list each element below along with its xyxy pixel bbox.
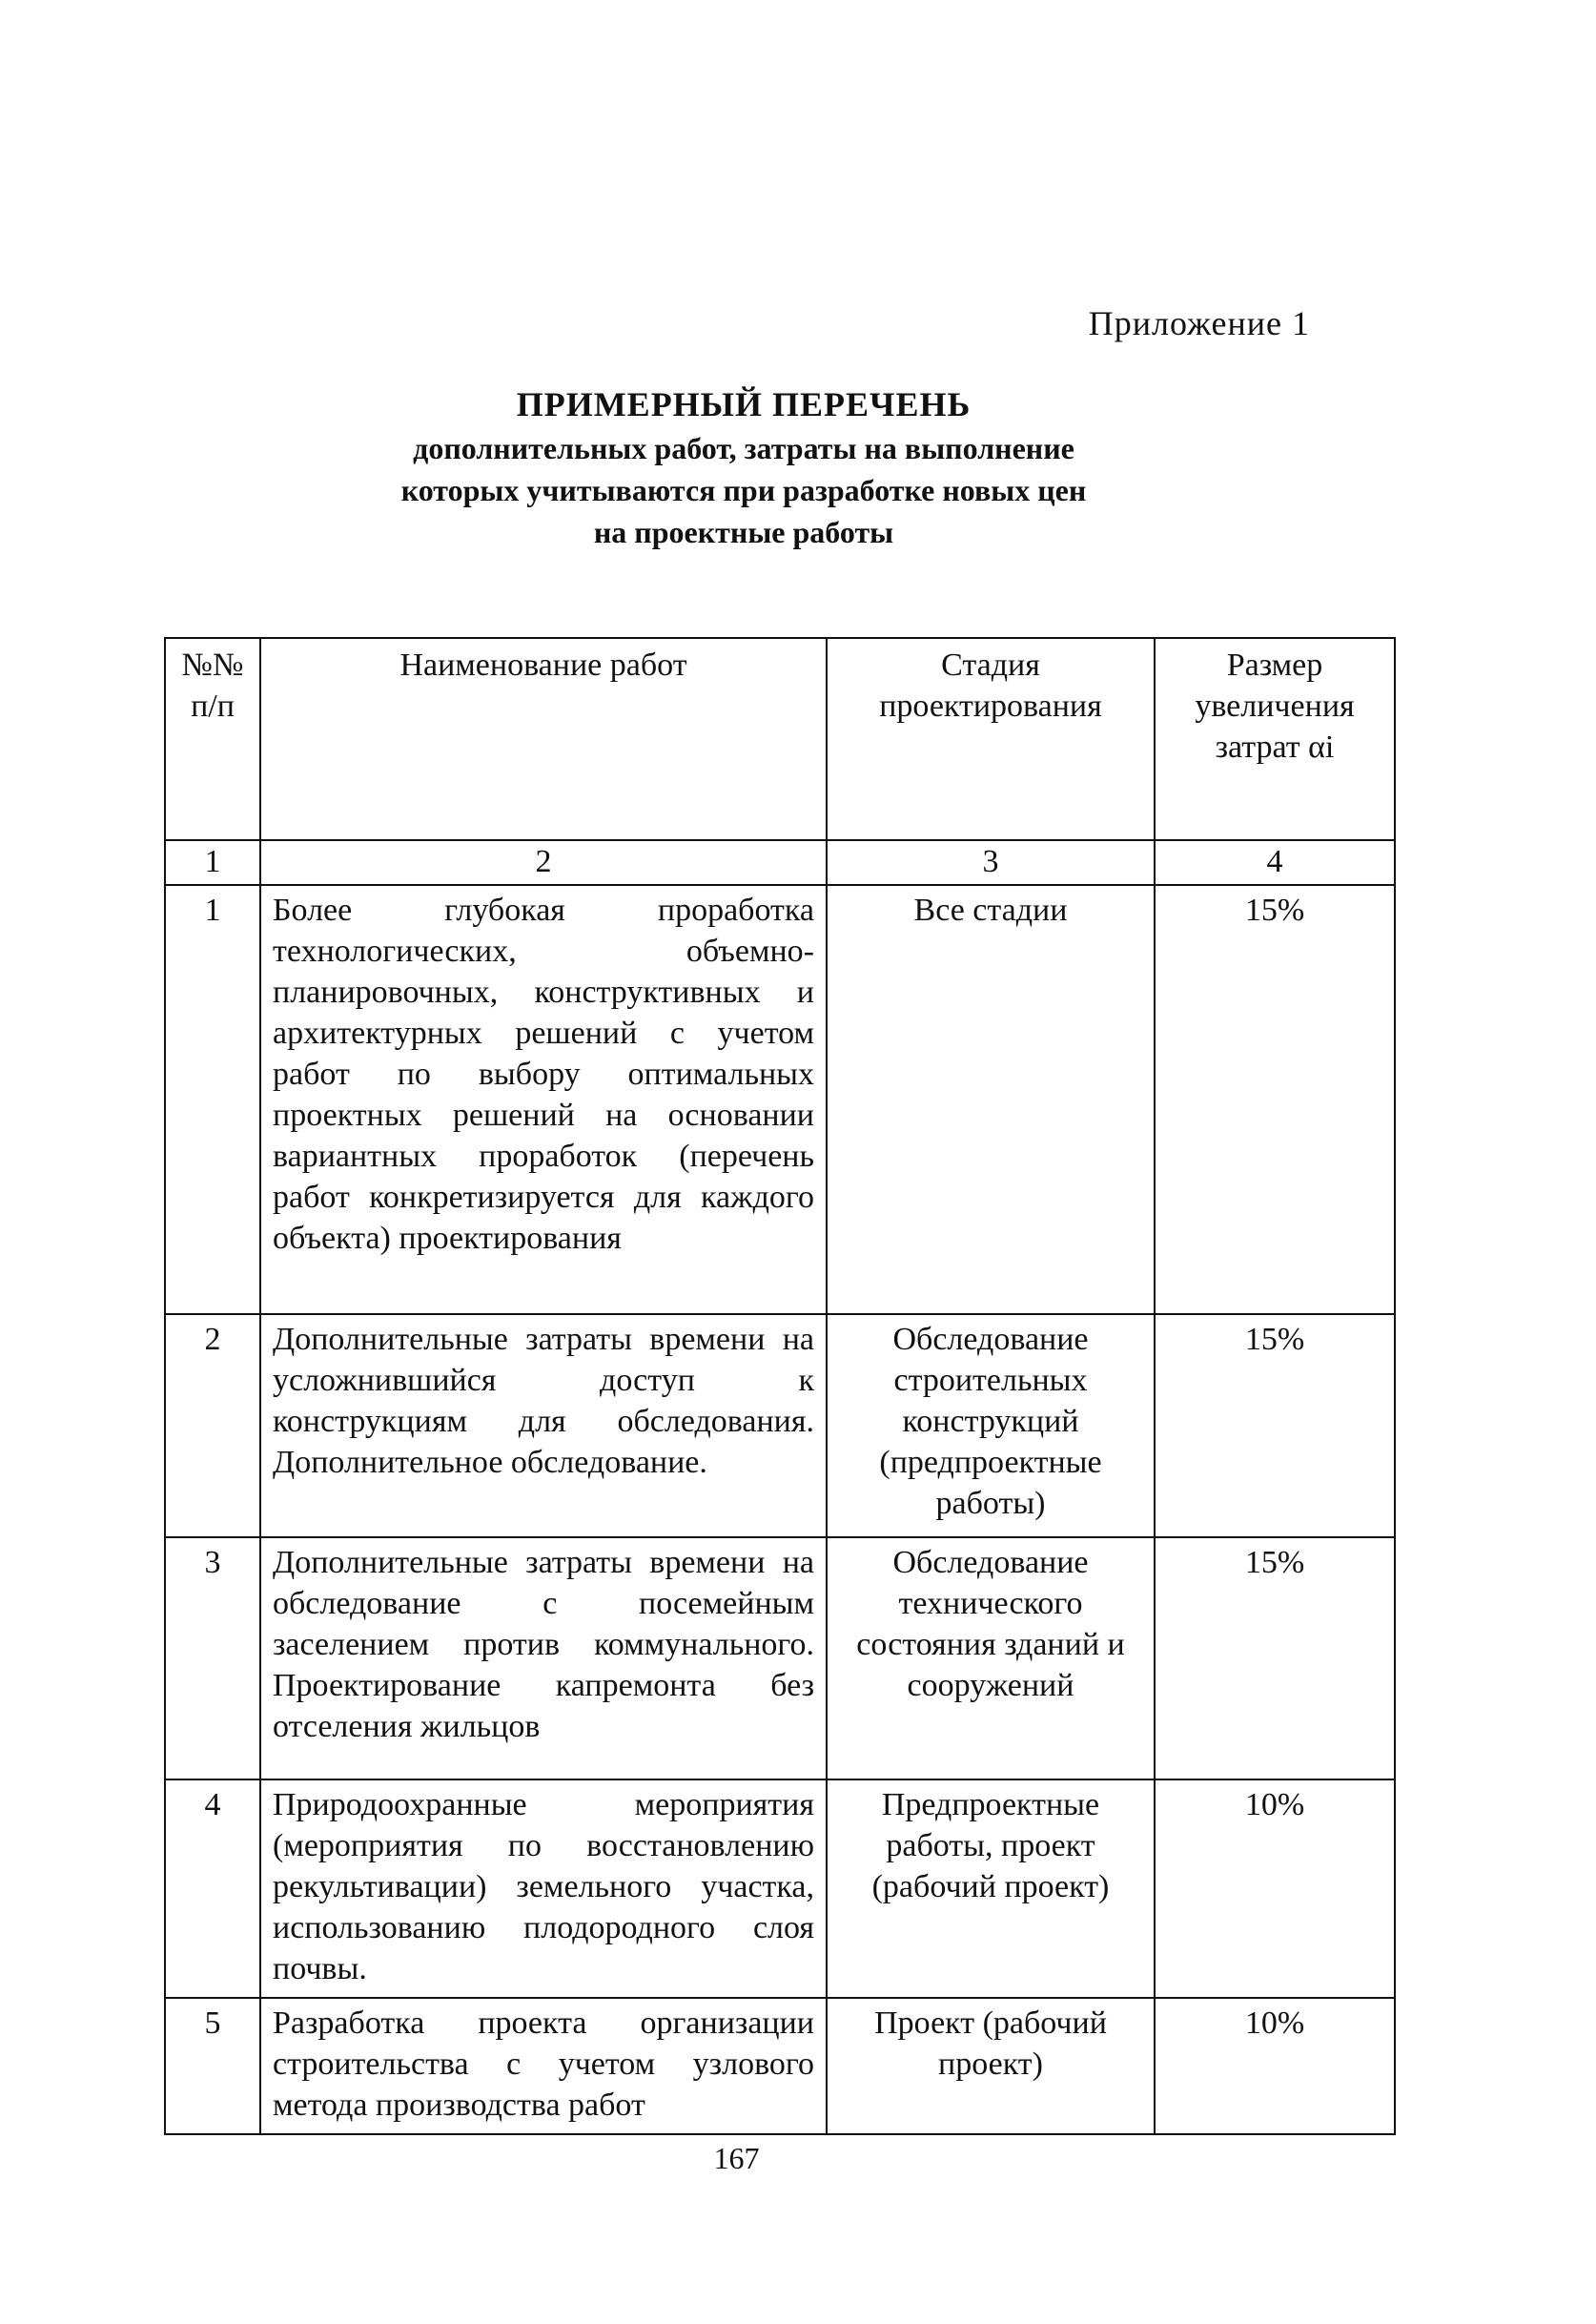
title-main: ПРИМЕРНЫЙ ПЕРЕЧЕНЬ xyxy=(516,385,972,423)
header-cost-increase: Размер увеличения затрат αi xyxy=(1155,638,1395,840)
design-stage: Предпроектные работы, проект (рабочий проект) xyxy=(827,1779,1155,1998)
header-design-stage: Стадия проектирования xyxy=(827,638,1155,840)
table-row xyxy=(165,1998,1395,2134)
title-subtitle-line-2: которых учитываются при разработке новых цен xyxy=(400,473,1087,507)
works-table xyxy=(164,637,1396,2135)
column-number: 2 xyxy=(260,840,827,885)
row-number: 2 xyxy=(165,1314,260,1537)
work-name: Дополнительные затраты времени на обследование с посемейным заселением против коммунального. Проектирование капремонта без отселения жильцов xyxy=(260,1537,827,1779)
cost-increase: 10% xyxy=(1155,1998,1395,2134)
page-number: 167 xyxy=(713,2141,760,2175)
design-stage: Обследование строительных конструкций (предпроектные работы) xyxy=(827,1314,1155,1537)
work-name: Дополнительные затраты времени на усложнившийся доступ к конструкциям для обследования. Дополнительное обследование. xyxy=(260,1314,827,1537)
column-number: 4 xyxy=(1155,840,1395,885)
document-title xyxy=(286,381,1201,553)
table-row xyxy=(165,1314,1395,1537)
row-number: 3 xyxy=(165,1537,260,1779)
header-work-name: Наименование работ xyxy=(260,638,827,840)
work-name: Природоохранные мероприятия (мероприятия по восстановлению рекультивации) земельного участка, использованию плодородного слоя почвы. xyxy=(260,1779,827,1998)
cost-increase: 15% xyxy=(1155,1537,1395,1779)
table-row xyxy=(165,1779,1395,1998)
cost-increase: 15% xyxy=(1155,1314,1395,1537)
cost-increase: 10% xyxy=(1155,1779,1395,1998)
title-subtitle-line-1: дополнительных работ, затраты на выполнение xyxy=(413,431,1074,465)
cost-increase: 15% xyxy=(1155,885,1395,1314)
design-stage: Обследование технического состояния зданий и сооружений xyxy=(827,1537,1155,1779)
column-number: 1 xyxy=(165,840,260,885)
table-header-row xyxy=(165,638,1395,840)
row-number: 1 xyxy=(165,885,260,1314)
header-number: №№ п/п xyxy=(165,638,260,840)
column-number: 3 xyxy=(827,840,1155,885)
column-numbers-row xyxy=(165,840,1395,885)
work-name: Разработка проекта организации строительства с учетом узлового метода производства работ xyxy=(260,1998,827,2134)
table-row xyxy=(165,1537,1395,1779)
row-number: 4 xyxy=(165,1779,260,1998)
table-row xyxy=(165,885,1395,1314)
appendix-label: Приложение 1 xyxy=(1088,304,1310,342)
title-subtitle-line-3: на проектные работы xyxy=(593,515,894,549)
row-number: 5 xyxy=(165,1998,260,2134)
design-stage: Все стадии xyxy=(827,885,1155,1314)
work-name: Более глубокая проработка технологических, объемно-планировочных, конструктивных и архитектурных решений с учетом работ по выбору оптимальных проектных решений на основании вариантных проработок (перечень работ конкретизируется для каждого объекта) проектирования xyxy=(260,885,827,1314)
design-stage: Проект (рабочий проект) xyxy=(827,1998,1155,2134)
